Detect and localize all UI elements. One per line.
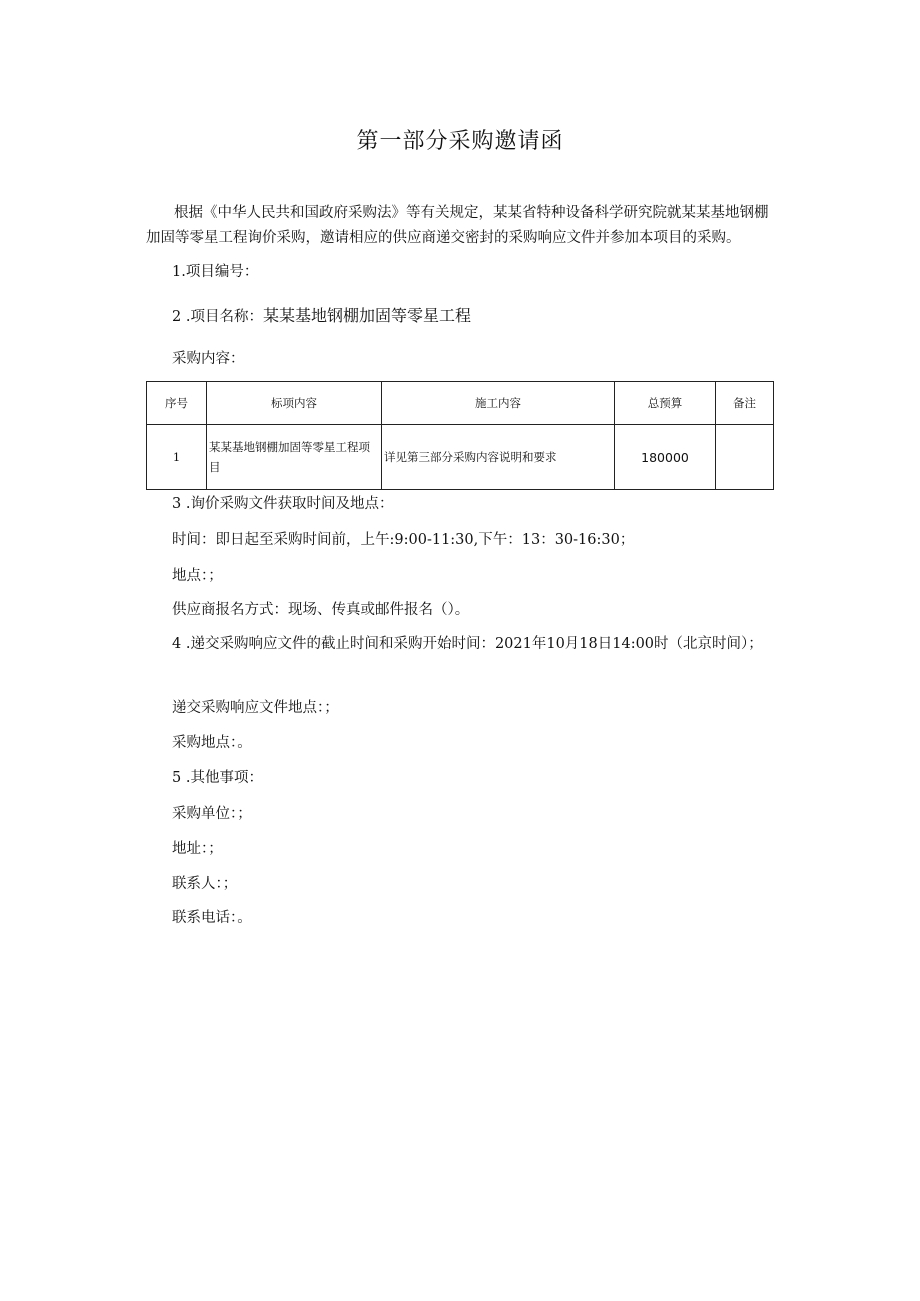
unit-line: 采购单位：； (172, 806, 252, 822)
row-note-cell (716, 425, 774, 490)
procurement-content-label: 采购内容： (172, 351, 245, 367)
time-line: 时间：即日起至采购时间前，上午:9:00-11:30,下午：13：30-16:30； (172, 532, 635, 548)
project-name-line (172, 306, 471, 327)
column-header-work: 施工内容 (382, 382, 615, 425)
signup-line: 供应商报名方式：现场、传真或邮件报名（）。 (172, 602, 470, 618)
row-number-cell: 1 (147, 425, 207, 490)
place-line: 地点：； (172, 568, 223, 584)
table-header-row (147, 382, 774, 425)
row-item-cell: 某某基地钢棚加固等零星工程项目 (207, 425, 382, 490)
submit-place-line: 递交采购响应文件地点：； (172, 700, 339, 716)
procure-place-line: 采购地点：。 (172, 735, 252, 751)
section-4-heading: 4 .递交采购响应文件的截止时间和采购开始时间：2021年10月18日14:00时（北京时间）； (172, 636, 763, 652)
column-header-budget: 总预算 (615, 382, 716, 425)
section-5-heading: 5 .其他事项： (172, 770, 263, 786)
intro-paragraph: 根据《中华人民共和国政府采购法》等有关规定，某某省特种设备科学研究院就某某基地钢棚加固等零星工程询价采购，邀请相应的供应商递交密封的采购响应文件并参加本项目的采购。 (146, 205, 769, 246)
procurement-table (146, 381, 774, 490)
section-3-heading: 3 .询价采购文件获取时间及地点： (172, 496, 394, 512)
row-work-cell: 详见第三部分采购内容说明和要求 (382, 425, 615, 490)
project-name-label: 2 .项目名称： (172, 309, 263, 325)
phone-line: 联系电话：。 (172, 910, 252, 926)
project-name-value: 某某基地钢棚加固等零星工程 (262, 306, 471, 325)
column-header-item: 标项内容 (207, 382, 382, 425)
row-budget-cell: 180000 (615, 425, 716, 490)
contact-line: 联系人：； (172, 876, 238, 892)
table-row (147, 425, 774, 490)
column-header-number: 序号 (147, 382, 207, 425)
column-header-note: 备注 (716, 382, 774, 425)
project-number-line: 1.项目编号： (172, 264, 259, 280)
address-line: 地址：； (172, 841, 223, 857)
page-title: 第一部分采购邀请函 (356, 129, 564, 154)
